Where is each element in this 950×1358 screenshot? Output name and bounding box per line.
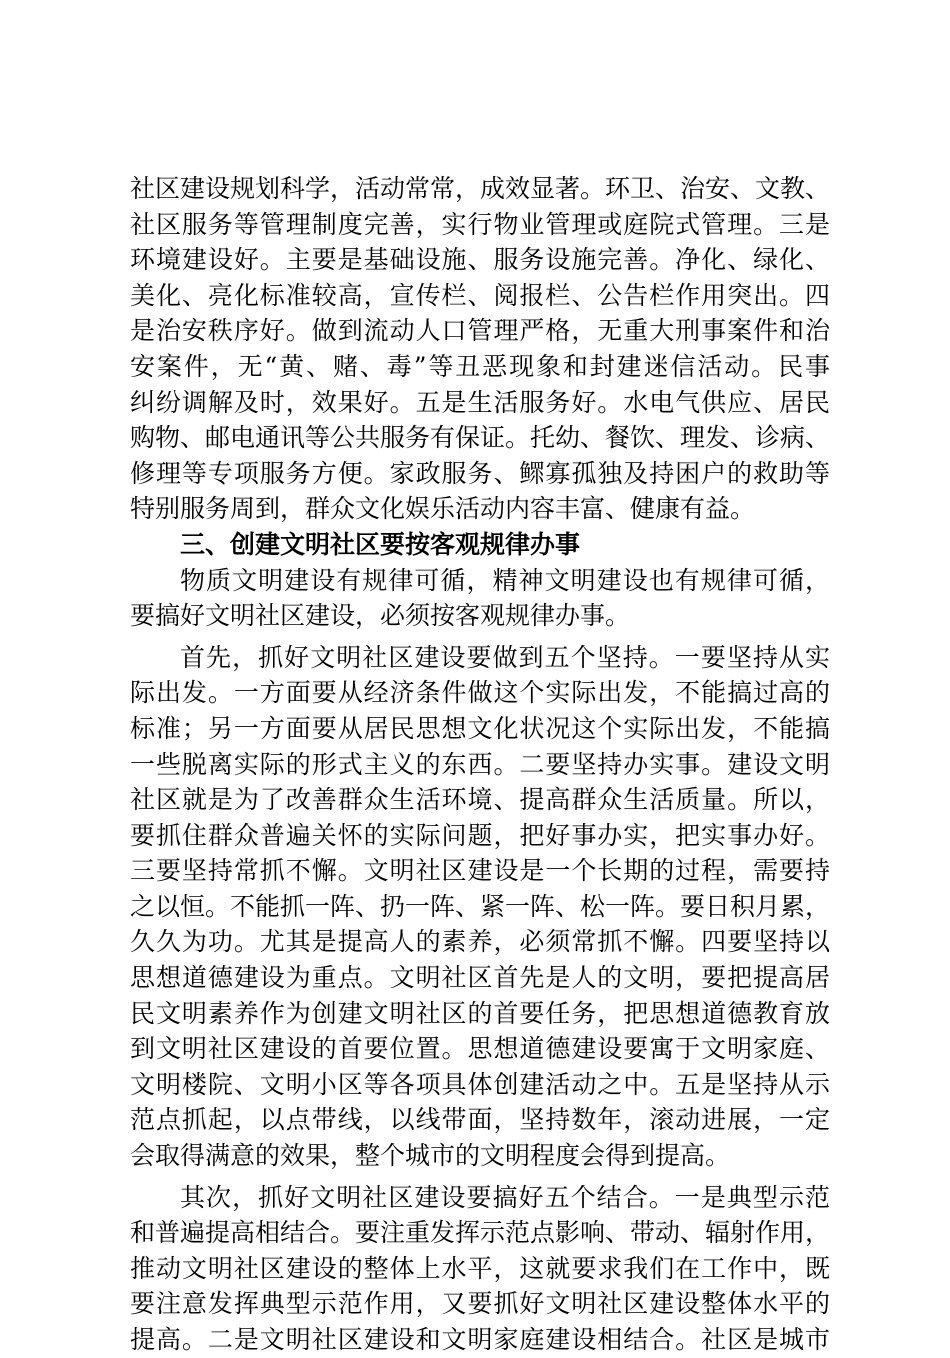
text-line: 社区就是为了改善群众生活环境、提高群众生活质量。所以， [130,785,830,815]
text-line: 思想道德建设为重点。文明社区首先是人的文明，要把提高居 [130,963,830,993]
text-line: 文明楼院、文明小区等各项具体创建活动之中。五是坚持从示 [130,1069,830,1099]
text-line: 社区建设规划科学，活动常常，成效显著。环卫、治安、文教、 [130,174,831,203]
section-heading: 三、创建文明社区要按客观规律办事 [180,529,581,559]
paragraph-1 [130,171,830,527]
text-line: 范点抓起，以点带线，以线带面，坚持数年，滚动进展，一定 [130,1105,830,1135]
text-line: 要抓住群众普遍关怀的实际问题，把好事办实，把实事办好。 [130,820,830,850]
text-line: 首先，抓好文明社区建设要做到五个坚持。一要坚持从实 [180,642,830,672]
text-line: 久久为功。尤其是提高人的素养，必须常抓不懈。四要坚持以 [130,927,830,957]
text-line: 之以恒。不能抓一阵、扔一阵、紧一阵、松一阵。要日积月累， [130,891,831,921]
text-line: 纠纷调解及时，效果好。五是生活服务好。水电气供应、居民 [130,387,830,417]
text-line: 标准；另一方面要从居民思想文化状况这个实际出发，不能搞 [130,713,830,743]
text-line: 民文明素养作为创建文明社区的首要任务，把思想道德教育放 [130,998,830,1028]
text-line: 社区服务等管理制度完善，实行物业管理或庭院式管理。三是 [130,209,830,239]
paragraph-4 [130,1180,830,1358]
paragraph-2 [130,563,830,634]
text-line: 安案件，无“黄、赌、毒”等丑恶现象和封建迷信活动。民事 [130,351,830,381]
text-line: 推动文明社区建设的整体上水平，这就要求我们在工作中，既 [130,1253,830,1283]
text-line: 要注意发挥典型示范作用，又要抓好文明社区建设整体水平的 [130,1289,830,1319]
paragraph-3 [130,640,830,1174]
text-line: 是治安秩序好。做到流动人口管理严格，无重大刑事案件和治 [130,316,830,346]
text-line: 提高。二是文明社区建设和文明家庭建设相结合。社区是城市 [130,1325,830,1354]
text-line: 美化、亮化标准较高，宣传栏、阅报栏、公告栏作用突出。四 [130,280,830,310]
text-line: 环境建设好。主要是基础设施、服务设施完善。净化、绿化、 [130,245,830,275]
text-line: 到文明社区建设的首要位置。思想道德建设要寓于文明家庭、 [130,1034,830,1064]
text-line: 购物、邮电通讯等公共服务有保证。托幼、餐饮、理发、诊病、 [130,423,831,453]
document-page [130,171,830,1358]
text-line: 三要坚持常抓不懈。文明社区建设是一个长期的过程，需要持 [130,856,830,886]
text-line: 其次，抓好文明社区建设要搞好五个结合。一是典型示范 [180,1182,830,1212]
text-line: 修理等专项服务方便。家政服务、鳏寡孤独及持困户的救助等 [130,458,830,488]
text-line: 特别服务周到，群众文化娱乐活动内容丰富、健康有益。 [130,494,756,524]
text-line: 要搞好文明社区建设，必须按客观规律办事。 [130,601,631,631]
text-line: 际出发。一方面要从经济条件做这个实际出发，不能搞过高的 [130,678,830,708]
text-line: 和普遍提高相结合。要注重发挥示范点影响、带动、辐射作用， [130,1218,831,1248]
text-line: 一些脱离实际的形式主义的东西。二要坚持办实事。建设文明 [130,749,830,779]
text-line: 会取得满意的效果，整个城市的文明程度会得到提高。 [130,1141,731,1171]
text-line: 物质文明建设有规律可循，精神文明建设也有规律可循， [180,565,830,595]
